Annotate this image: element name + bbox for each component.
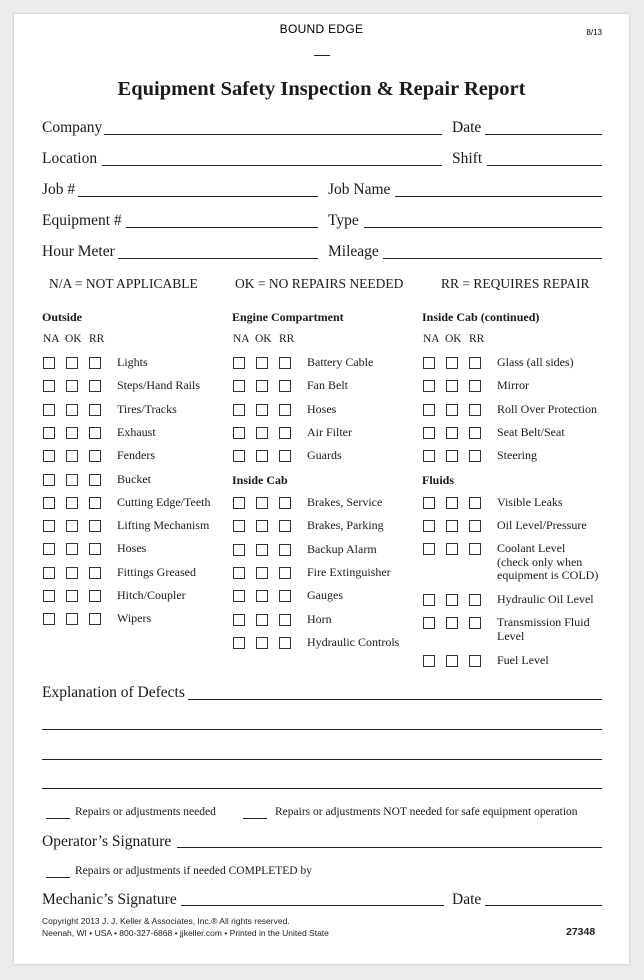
engine-item-2-na-checkbox[interactable] — [233, 380, 245, 392]
outside-item-10-rr-checkbox[interactable] — [89, 567, 101, 579]
inside-cab-continued-col-na-header: NA — [423, 333, 440, 345]
engine-item-1-na-checkbox[interactable] — [233, 357, 245, 369]
inside-cab-continued-item-5-na-checkbox[interactable] — [423, 450, 435, 462]
outside-item-2-na-checkbox[interactable] — [43, 380, 55, 392]
inside-cab-item-2-na-checkbox[interactable] — [233, 520, 245, 532]
fluids-item-4-label-line-1: Hydraulic Oil Level — [497, 592, 594, 606]
job-name-label: Job Name — [328, 181, 391, 198]
inside-cab-continued-item-4-rr-checkbox[interactable] — [469, 427, 481, 439]
inside-cab-item-7-rr-checkbox[interactable] — [279, 637, 291, 649]
inside-cab-item-6-label: Horn — [307, 611, 332, 626]
outside-item-4-label: Exhaust — [117, 424, 156, 439]
fluids-item-3-na-checkbox[interactable] — [423, 543, 435, 555]
date-label: Date — [452, 119, 482, 136]
equipment-number-field[interactable] — [126, 227, 318, 228]
legend-rr: RR = REQUIRES REPAIR — [441, 276, 590, 291]
fluids-item-2-ok-checkbox[interactable] — [446, 520, 458, 532]
repairs-completed-blank[interactable] — [46, 877, 70, 878]
repairs-not-needed-blank[interactable] — [243, 818, 267, 819]
inside-cab-continued-item-1-ok-checkbox[interactable] — [446, 357, 458, 369]
outside-item-7-label: Cutting Edge/Teeth — [117, 494, 211, 509]
outside-item-2-label: Steps/Hand Rails — [117, 378, 200, 393]
page-title: Equipment Safety Inspection & Repair Report — [117, 78, 526, 100]
inside-cab-item-6-rr-checkbox[interactable] — [279, 614, 291, 626]
job-name-field[interactable] — [395, 196, 602, 197]
inside-cab-continued-item-5-label: Steering — [497, 448, 537, 463]
legend-na: N/A = NOT APPLICABLE — [49, 276, 198, 291]
inside-cab-item-1-label: Brakes, Service — [307, 495, 383, 509]
inside-cab-continued-col-ok-header: OK — [445, 333, 462, 345]
defects-line-2[interactable] — [42, 729, 602, 730]
job-number-field[interactable] — [78, 196, 318, 197]
type-field[interactable] — [364, 227, 602, 228]
defects-line-3[interactable] — [42, 759, 602, 760]
type-label: Type — [328, 212, 359, 229]
inside-cab-continued-item-3-na-checkbox[interactable] — [423, 404, 435, 416]
repairs-completed-label: Repairs or adjustments if needed COMPLETED by — [75, 865, 312, 877]
inside-cab-continued-item-5-rr-checkbox[interactable] — [469, 450, 481, 462]
outside-heading: Outside — [42, 310, 83, 324]
job-number-label: Job # — [42, 181, 76, 198]
inside-cab-item-1-rr-checkbox[interactable] — [279, 497, 291, 509]
engine-item-4-ok-checkbox[interactable] — [256, 427, 268, 439]
outside-item-4-ok-checkbox[interactable] — [66, 427, 78, 439]
inside-cab-continued-item-3-ok-checkbox[interactable] — [446, 404, 458, 416]
outside-item-5-rr-checkbox[interactable] — [89, 450, 101, 462]
bound-edge-label: BOUND EDGE — [279, 22, 364, 36]
inside-cab-item-5-na-checkbox[interactable] — [233, 590, 245, 602]
outside-item-7-ok-checkbox[interactable] — [66, 497, 78, 509]
outside-item-2-rr-checkbox[interactable] — [89, 380, 101, 392]
fluids-item-4-ok-checkbox[interactable] — [446, 594, 458, 606]
inside-cab-item-5-label: Gauges — [307, 588, 343, 603]
outside-item-1-ok-checkbox[interactable] — [66, 357, 78, 369]
fluids-item-4-na-checkbox[interactable] — [423, 594, 435, 606]
outside-item-11-rr-checkbox[interactable] — [89, 590, 101, 602]
outside-item-8-ok-checkbox[interactable] — [66, 520, 78, 532]
engine-col-ok-header: OK — [255, 333, 272, 345]
inside-cab-item-7-ok-checkbox[interactable] — [256, 637, 268, 649]
inside-cab-item-4-na-checkbox[interactable] — [233, 567, 245, 579]
mechanic-date-field[interactable] — [485, 905, 602, 906]
fluids-item-1-label-line-1: Visible Leaks — [497, 495, 563, 509]
engine-item-3-label: Hoses — [307, 401, 337, 416]
mileage-label: Mileage — [328, 243, 379, 260]
fluids-item-6-na-checkbox[interactable] — [423, 655, 435, 667]
operator-signature-field[interactable] — [177, 847, 602, 848]
outside-item-6-label: Bucket — [117, 471, 151, 486]
fluids-item-5-na-checkbox[interactable] — [423, 617, 435, 629]
inside-cab-item-6-ok-checkbox[interactable] — [256, 614, 268, 626]
shift-field[interactable] — [487, 165, 602, 166]
outside-item-8-label: Lifting Mechanism — [117, 518, 210, 533]
fluids-item-3-label-line-1: Coolant Level — [497, 541, 566, 555]
fluids-item-1-ok-checkbox[interactable] — [446, 497, 458, 509]
engine-item-2-label: Fan Belt — [307, 378, 348, 393]
revision-date: 8/13 — [586, 28, 602, 37]
defects-line-1[interactable] — [188, 699, 602, 700]
outside-item-6-na-checkbox[interactable] — [43, 474, 55, 486]
engine-item-2-rr-checkbox[interactable] — [279, 380, 291, 392]
mechanic-date-label: Date — [452, 891, 482, 908]
defects-line-4[interactable] — [42, 788, 602, 789]
outside-col-rr-header: RR — [89, 333, 105, 345]
fluids-item-5-label-line-1: Transmission Fluid — [497, 615, 590, 629]
inside-cab-item-5-rr-checkbox[interactable] — [279, 590, 291, 602]
outside-item-8-rr-checkbox[interactable] — [89, 520, 101, 532]
outside-item-8-na-checkbox[interactable] — [43, 520, 55, 532]
hour-meter-label: Hour Meter — [42, 243, 115, 260]
fluids-item-5-ok-checkbox[interactable] — [446, 617, 458, 629]
engine-item-3-ok-checkbox[interactable] — [256, 404, 268, 416]
outside-item-5-ok-checkbox[interactable] — [66, 450, 78, 462]
inside-cab-item-4-rr-checkbox[interactable] — [279, 567, 291, 579]
outside-item-10-na-checkbox[interactable] — [43, 567, 55, 579]
inside-cab-item-4-ok-checkbox[interactable] — [256, 567, 268, 579]
location-label: Location — [42, 150, 98, 167]
outside-item-11-ok-checkbox[interactable] — [66, 590, 78, 602]
inside-cab-item-3-rr-checkbox[interactable] — [279, 544, 291, 556]
outside-item-12-ok-checkbox[interactable] — [66, 613, 78, 625]
outside-item-11-label: Hitch/Coupler — [117, 588, 186, 602]
fluids-item-3-label-line-2: (check only when — [497, 554, 583, 569]
mechanic-signature-field[interactable] — [181, 905, 444, 906]
engine-item-1-rr-checkbox[interactable] — [279, 357, 291, 369]
outside-item-10-ok-checkbox[interactable] — [66, 567, 78, 579]
outside-item-12-rr-checkbox[interactable] — [89, 613, 101, 625]
outside-item-9-na-checkbox[interactable] — [43, 543, 55, 555]
outside-item-10-label: Fittings Greased — [117, 564, 196, 579]
fluids-item-3-ok-checkbox[interactable] — [446, 543, 458, 555]
inside-cab-continued-item-2-label: Mirror — [497, 378, 529, 393]
equipment-number-label: Equipment # — [42, 212, 122, 229]
fluids-item-3-rr-checkbox[interactable] — [469, 543, 481, 555]
inside-cab-item-1-ok-checkbox[interactable] — [256, 497, 268, 509]
engine-item-1-ok-checkbox[interactable] — [256, 357, 268, 369]
fluids-item-6-label-line-1: Fuel Level — [497, 653, 549, 667]
engine-item-5-na-checkbox[interactable] — [233, 450, 245, 462]
inside-cab-continued-item-1-rr-checkbox[interactable] — [469, 357, 481, 369]
inside-cab-item-2-ok-checkbox[interactable] — [256, 520, 268, 532]
engine-item-5-label: Guards — [307, 448, 342, 463]
engine-item-4-label: Air Filter — [307, 424, 352, 439]
inside-cab-item-3-label: Backup Alarm — [307, 541, 377, 556]
engine-item-5-ok-checkbox[interactable] — [256, 450, 268, 462]
inside-cab-continued-item-5-ok-checkbox[interactable] — [446, 450, 458, 462]
outside-item-3-ok-checkbox[interactable] — [66, 404, 78, 416]
outside-item-9-label: Hoses — [117, 541, 147, 556]
outside-item-6-ok-checkbox[interactable] — [66, 474, 78, 486]
inside-cab-continued-item-4-na-checkbox[interactable] — [423, 427, 435, 439]
operator-signature-label: Operator’s Signature — [42, 833, 172, 850]
inside-cab-item-6-na-checkbox[interactable] — [233, 614, 245, 626]
engine-item-4-rr-checkbox[interactable] — [279, 427, 291, 439]
shift-label: Shift — [452, 150, 483, 167]
repairs-needed-label: Repairs or adjustments needed — [75, 806, 216, 818]
bound-edge-mark — [314, 55, 330, 56]
engine-item-2-ok-checkbox[interactable] — [256, 380, 268, 392]
inside-cab-item-7-label: Hydraulic Controls — [307, 634, 400, 649]
legend-ok: OK = NO REPAIRS NEEDED — [235, 276, 404, 291]
address-text: Neenah, WI • USA • 800-327-6868 • jjkeller.com • Printed in the United State — [42, 928, 329, 938]
engine-item-4-na-checkbox[interactable] — [233, 427, 245, 439]
copyright-text: Copyright 2013 J. J. Keller & Associates, Inc.® All rights reserved. — [42, 916, 290, 926]
outside-item-3-na-checkbox[interactable] — [43, 404, 55, 416]
inside-cab-continued-item-1-label: Glass (all sides) — [497, 355, 574, 369]
outside-item-7-rr-checkbox[interactable] — [89, 497, 101, 509]
fluids-item-3-label-line-3: equipment is COLD) — [497, 568, 599, 582]
inside-cab-continued-item-1-na-checkbox[interactable] — [423, 357, 435, 369]
inside-cab-continued-item-4-label: Seat Belt/Seat — [497, 424, 565, 439]
inside-cab-item-2-label: Brakes, Parking — [307, 518, 384, 533]
outside-col-na-header: NA — [43, 333, 60, 345]
inside-cab-continued-item-2-na-checkbox[interactable] — [423, 380, 435, 392]
outside-item-3-label: Tires/Tracks — [117, 401, 177, 416]
outside-item-4-na-checkbox[interactable] — [43, 427, 55, 439]
engine-col-na-header: NA — [233, 333, 250, 345]
fluids-item-5-label-line-2: Level — [497, 628, 525, 643]
outside-item-9-rr-checkbox[interactable] — [89, 543, 101, 555]
outside-item-6-rr-checkbox[interactable] — [89, 474, 101, 486]
engine-item-3-na-checkbox[interactable] — [233, 404, 245, 416]
engine-item-5-rr-checkbox[interactable] — [279, 450, 291, 462]
outside-item-2-ok-checkbox[interactable] — [66, 380, 78, 392]
inside-cab-item-7-na-checkbox[interactable] — [233, 637, 245, 649]
outside-item-5-na-checkbox[interactable] — [43, 450, 55, 462]
inside-cab-continued-item-3-label: Roll Over Protection — [497, 401, 597, 416]
company-label: Company — [42, 119, 103, 136]
mileage-field[interactable] — [383, 258, 602, 259]
inside-cab-continued-col-rr-header: RR — [469, 333, 485, 345]
fluids-item-4-rr-checkbox[interactable] — [469, 594, 481, 606]
inside-cab-item-4-label: Fire Extinguisher — [307, 564, 391, 579]
inside-cab-continued-item-2-ok-checkbox[interactable] — [446, 380, 458, 392]
hour-meter-field[interactable] — [118, 258, 318, 259]
fluids-item-1-na-checkbox[interactable] — [423, 497, 435, 509]
outside-item-3-rr-checkbox[interactable] — [89, 404, 101, 416]
inside-cab-item-3-ok-checkbox[interactable] — [256, 544, 268, 556]
repairs-needed-blank[interactable] — [46, 818, 70, 819]
location-field[interactable] — [102, 165, 442, 166]
inside-cab-continued-item-2-rr-checkbox[interactable] — [469, 380, 481, 392]
form-number: 27348 — [566, 926, 596, 938]
outside-item-4-rr-checkbox[interactable] — [89, 427, 101, 439]
outside-item-1-label: Lights — [117, 355, 148, 369]
outside-item-12-label: Wipers — [117, 611, 152, 626]
fluids-item-5-rr-checkbox[interactable] — [469, 617, 481, 629]
outside-col-ok-header: OK — [65, 333, 82, 345]
fluids-item-1-rr-checkbox[interactable] — [469, 497, 481, 509]
engine-item-3-rr-checkbox[interactable] — [279, 404, 291, 416]
inside-cab-item-5-ok-checkbox[interactable] — [256, 590, 268, 602]
inspection-form — [14, 14, 629, 964]
fluids-item-2-label-line-1: Oil Level/Pressure — [497, 518, 587, 532]
engine-item-1-label: Battery Cable — [307, 355, 374, 369]
outside-item-9-ok-checkbox[interactable] — [66, 543, 78, 555]
fluids-item-6-rr-checkbox[interactable] — [469, 655, 481, 667]
inside-cab-continued-item-4-ok-checkbox[interactable] — [446, 427, 458, 439]
inside-cab-continued-heading: Inside Cab (continued) — [422, 310, 540, 324]
outside-item-7-na-checkbox[interactable] — [43, 497, 55, 509]
fluids-item-2-na-checkbox[interactable] — [423, 520, 435, 532]
outside-item-11-na-checkbox[interactable] — [43, 590, 55, 602]
fluids-item-2-rr-checkbox[interactable] — [469, 520, 481, 532]
outside-item-1-na-checkbox[interactable] — [43, 357, 55, 369]
outside-item-5-label: Fenders — [117, 448, 155, 463]
inside-cab-heading: Inside Cab — [232, 473, 288, 487]
fluids-heading: Fluids — [422, 473, 455, 487]
defects-label: Explanation of Defects — [42, 684, 185, 701]
inside-cab-item-2-rr-checkbox[interactable] — [279, 520, 291, 532]
date-field[interactable] — [485, 134, 602, 135]
fluids-item-6-ok-checkbox[interactable] — [446, 655, 458, 667]
inside-cab-item-3-na-checkbox[interactable] — [233, 544, 245, 556]
inside-cab-item-1-na-checkbox[interactable] — [233, 497, 245, 509]
company-field[interactable] — [104, 134, 442, 135]
inside-cab-continued-item-3-rr-checkbox[interactable] — [469, 404, 481, 416]
outside-item-12-na-checkbox[interactable] — [43, 613, 55, 625]
mechanic-signature-label: Mechanic’s Signature — [42, 891, 177, 908]
outside-item-1-rr-checkbox[interactable] — [89, 357, 101, 369]
engine-col-rr-header: RR — [279, 333, 295, 345]
engine-heading: Engine Compartment — [232, 310, 344, 324]
repairs-not-needed-label: Repairs or adjustments NOT needed for safe equipment operation — [275, 806, 578, 818]
